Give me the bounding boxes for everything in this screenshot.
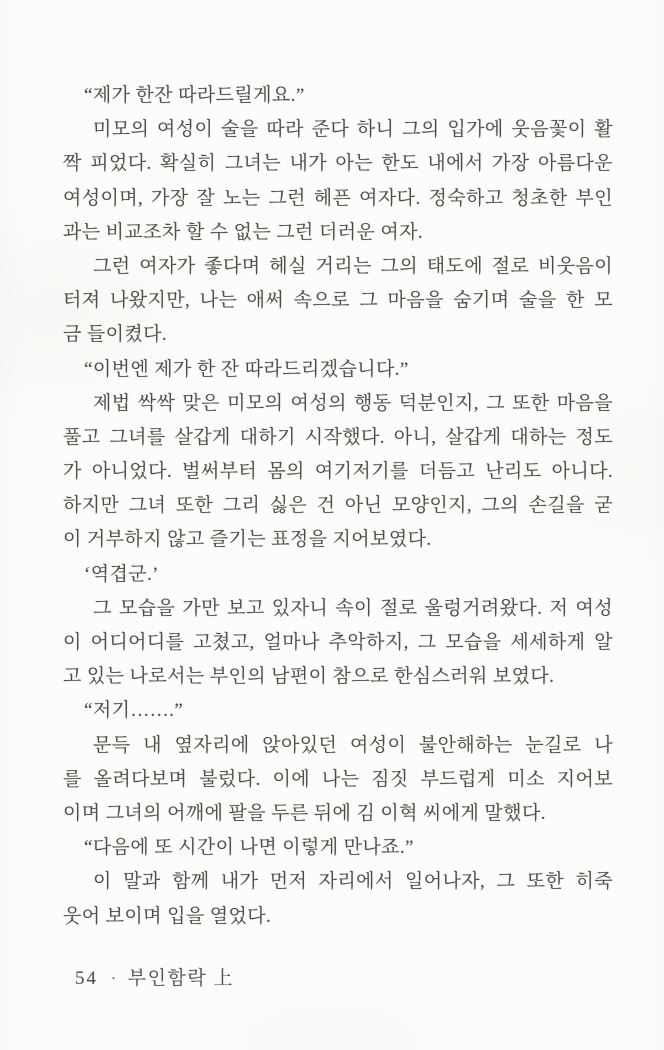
page-number: 54: [75, 968, 98, 989]
body-text: [63, 79, 613, 934]
text-line: 하지만 그녀 또한 그리 싫은 건 아닌 모양인지, 그의 손길을 굳: [63, 495, 613, 517]
text-line: “저기…….”: [84, 700, 184, 722]
text-line: 금 들이켰다.: [63, 324, 168, 346]
text-line: 그런 여자가 좋다며 헤실 거리는 그의 태도에 절로 비웃음이: [93, 255, 613, 277]
text-line: 이 어디어디를 고쳤고, 얼마나 추악하지, 그 모습을 세세하게 알: [63, 632, 613, 653]
text-line: 터져 나왔지만, 나는 애써 속으로 그 마음을 숨기며 술을 한 모: [63, 290, 613, 312]
text-line: 를 올려다보며 불렀다. 이에 나는 짐짓 부드럽게 미소 지어보: [63, 768, 613, 790]
text-line: ‘역겹군.’: [84, 563, 159, 585]
text-line: “다음에 또 시간이 나면 이렇게 만나죠.”: [84, 837, 414, 859]
text-line: 과는 비교조차 할 수 없는 그런 더러운 여자.: [63, 221, 424, 243]
text-line: 미모의 여성이 술을 따라 준다 하니 그의 입가에 웃음꽃이 활: [93, 119, 613, 141]
text-line: 고 있는 나로서는 부인의 남편이 참으로 한심스러워 보였다.: [63, 666, 555, 688]
footer-separator-dot: ·: [111, 971, 117, 987]
text-line: 이 거부하지 않고 즐기는 표정을 지어보였다.: [63, 529, 432, 551]
text-line: 이 말과 함께 내가 먼저 자리에서 일어나자, 그 또한 히죽: [93, 871, 613, 893]
text-line: 문득 내 옆자리에 앉아있던 여성이 불안해하는 눈길로 나: [93, 734, 613, 756]
text-line: 풀고 그녀를 살갑게 대하기 시작했다. 아니, 살갑게 대하는 정도: [63, 426, 613, 448]
text-line: 그 모습을 가만 보고 있자니 속이 절로 울렁거려왔다. 저 여성: [93, 597, 613, 619]
text-line: 여성이며, 가장 잘 노는 그런 헤픈 여자다. 정숙하고 청초한 부인: [63, 187, 613, 209]
text-line: “이번엔 제가 한 잔 따라드리겠습니다.”: [84, 358, 409, 380]
text-line: 제법 싹싹 맞은 미모의 여성의 행동 덕분인지, 그 또한 마음을: [93, 392, 613, 414]
text-line: 이며 그녀의 어깨에 팔을 두른 뒤에 김 이혁 씨에게 말했다.: [63, 802, 546, 824]
book-title: 부인함락 上: [127, 968, 234, 989]
text-line: 웃어 보이며 입을 열었다.: [63, 905, 272, 927]
text-line: “제가 한잔 따라드릴게요.”: [84, 85, 305, 106]
text-line: 가 아니었다. 벌써부터 몸의 여기저기를 더듬고 난리도 아니다.: [63, 461, 613, 483]
text-line: 짝 피었다. 확실히 그녀는 내가 아는 한도 내에서 가장 아름다운: [63, 153, 613, 175]
page-footer: [75, 963, 234, 990]
